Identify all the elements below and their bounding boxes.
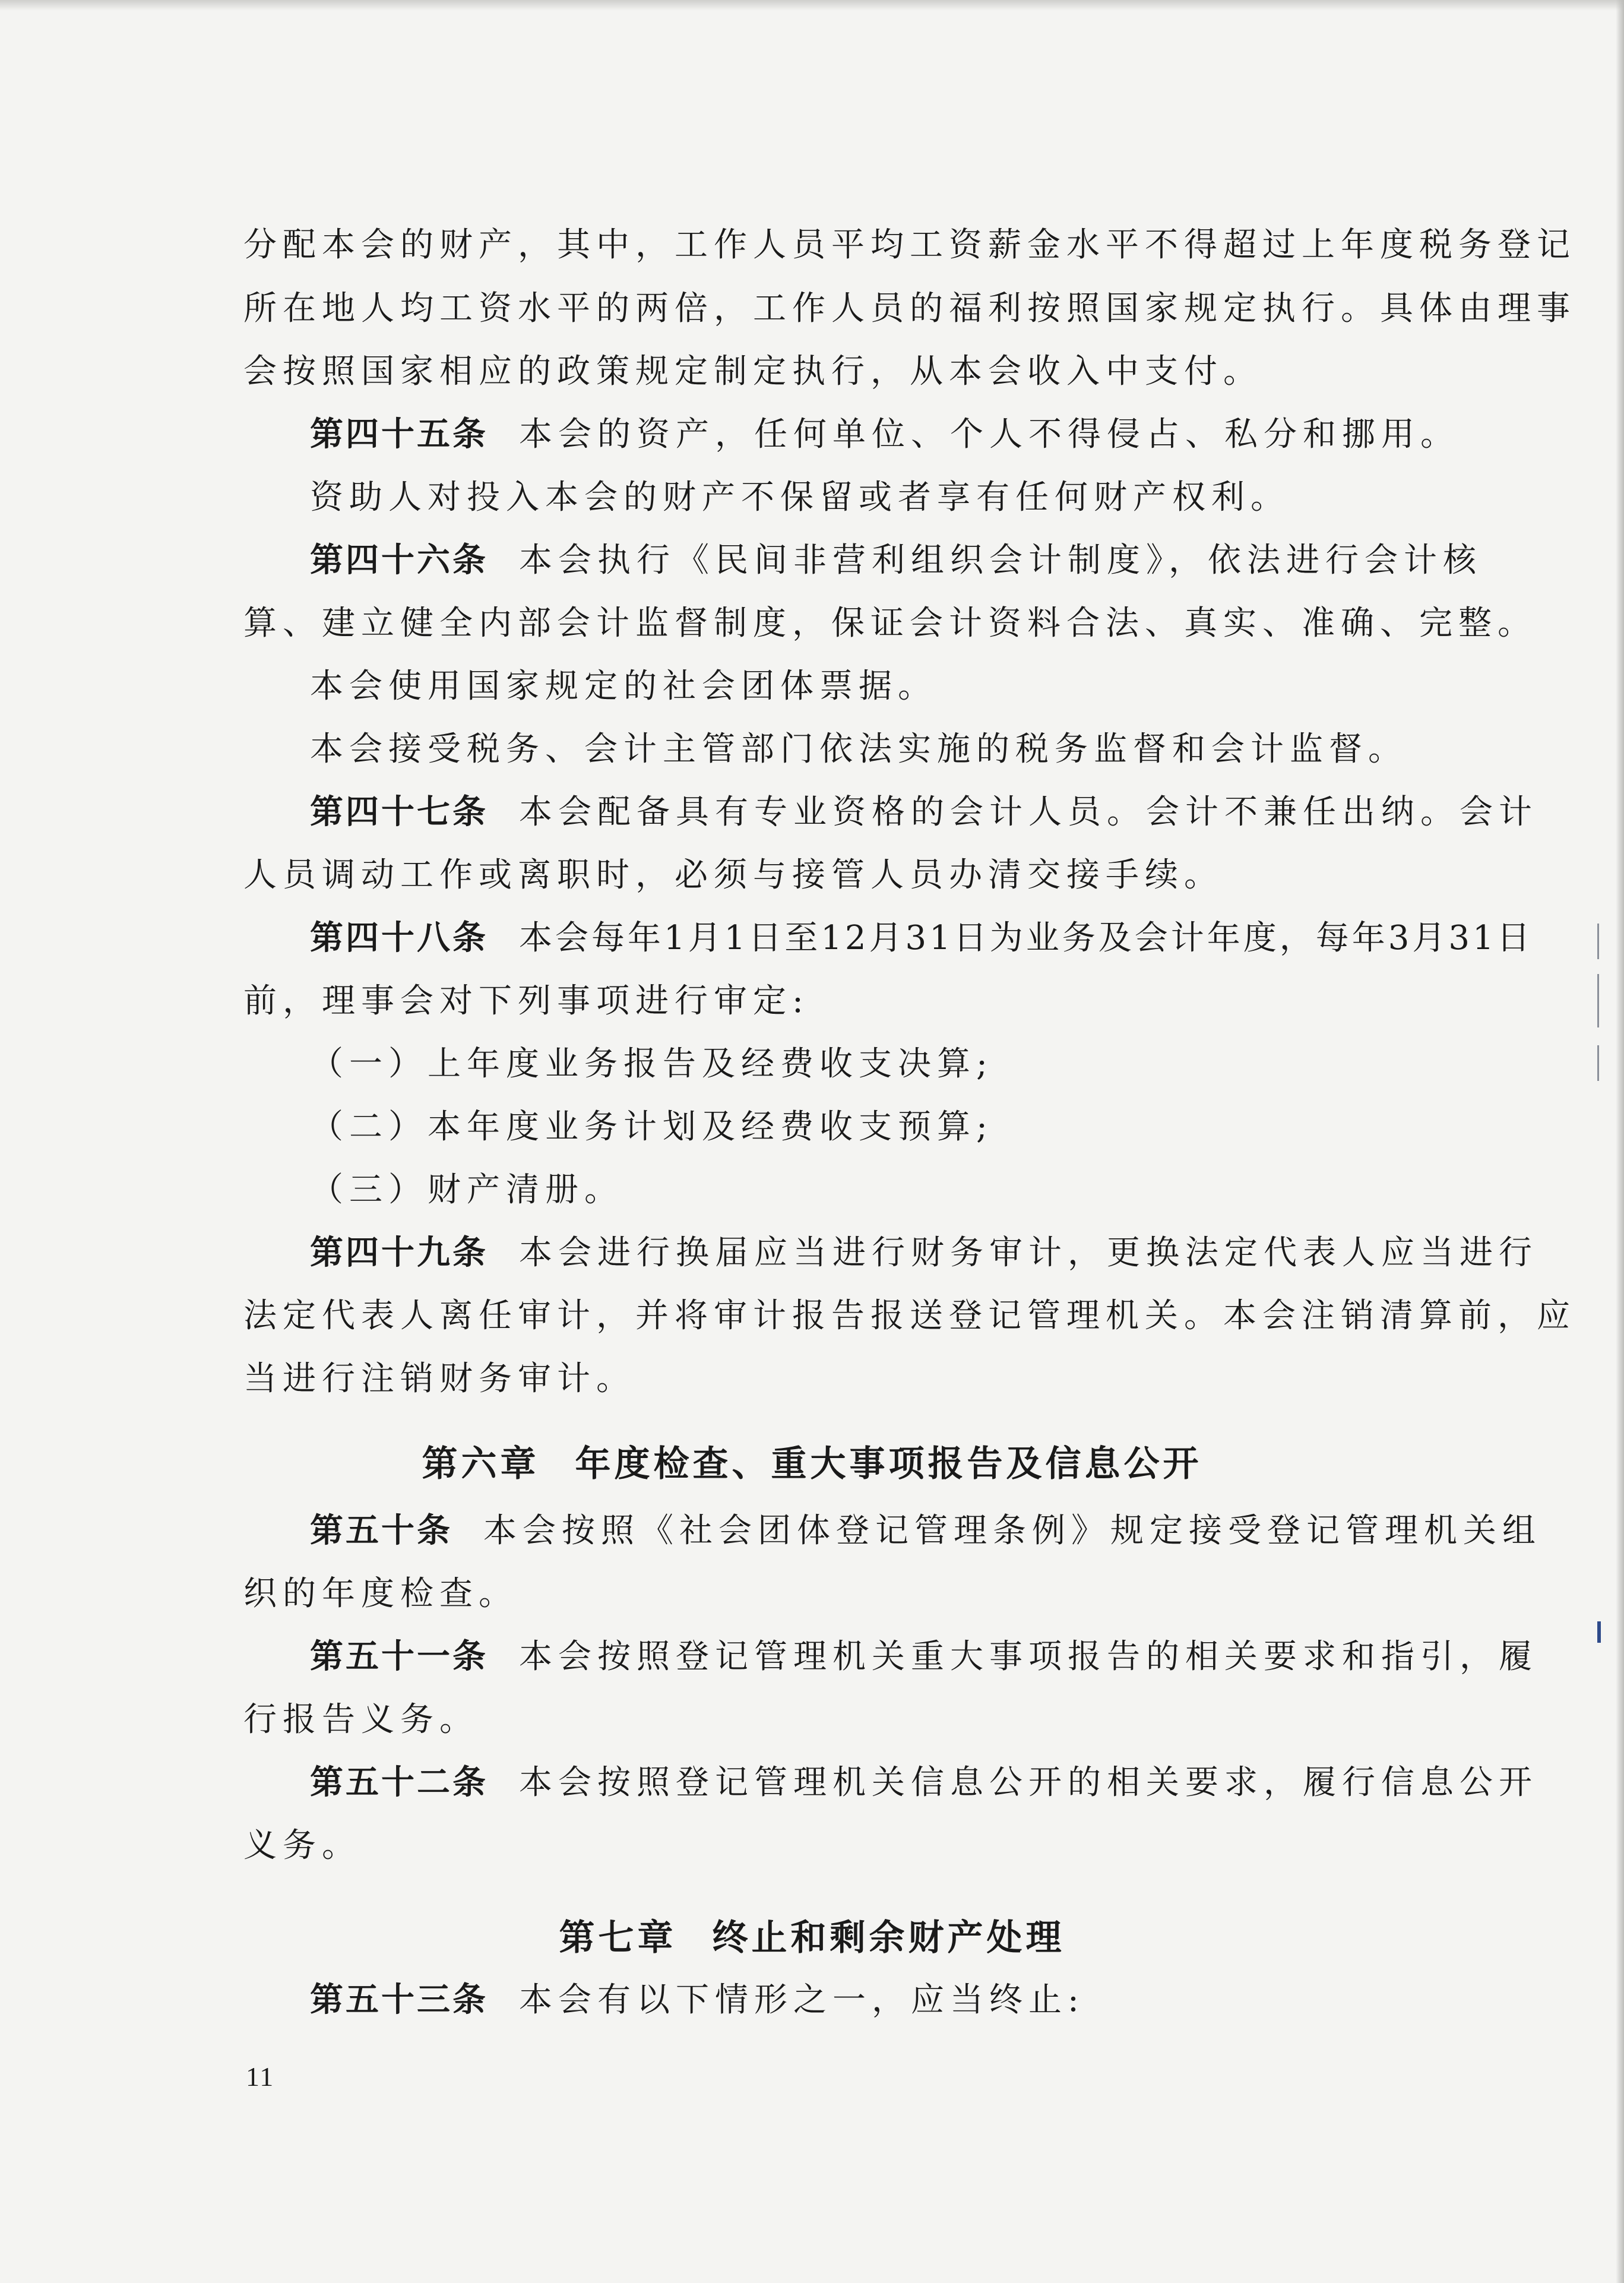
scan-top-edge bbox=[0, 0, 1624, 11]
article-48 bbox=[310, 919, 1533, 957]
paragraph-line bbox=[243, 605, 1537, 643]
article-number: 第四十六条 bbox=[310, 541, 488, 580]
line-text: （二）本年度业务计划及经费收支预算; bbox=[310, 1108, 993, 1146]
line-text: 本会有以下情形之一，应当终止: bbox=[519, 1981, 1085, 2019]
paragraph-line bbox=[243, 1701, 479, 1739]
line-text: 算、建立健全内部会计监督制度，保证会计资料合法、真实、准确、完整。 bbox=[243, 604, 1537, 643]
line-text: 会按照国家相应的政策规定制定执行，从本会收入中支付。 bbox=[243, 352, 1262, 391]
line-text: 行报告义务。 bbox=[243, 1700, 479, 1739]
page-number: 11 bbox=[246, 2061, 275, 2092]
chapter-number: 第七章 bbox=[559, 1917, 677, 1959]
line-text: 法定代表人离任审计，并将审计报告报送登记管理机关。本会注销清算前，应 bbox=[243, 1297, 1576, 1335]
paragraph-line bbox=[243, 290, 1576, 328]
paragraph-line bbox=[310, 479, 1290, 517]
scan-mark bbox=[1597, 974, 1599, 1027]
article-number: 第四十八条 bbox=[310, 919, 488, 957]
article-number: 第五十条 bbox=[310, 1512, 452, 1550]
article-49 bbox=[310, 1234, 1538, 1272]
paragraph-line bbox=[243, 353, 1262, 391]
line-text: 本会按照登记管理机关重大事项报告的相关要求和指引，履 bbox=[519, 1637, 1538, 1676]
article-number: 第四十九条 bbox=[310, 1234, 488, 1272]
line-text: 当进行注销财务审计。 bbox=[243, 1359, 635, 1398]
article-number: 第五十三条 bbox=[310, 1981, 488, 2019]
line-text: 本会配备具有专业资格的会计人员。会计不兼任出纳。会计 bbox=[519, 793, 1538, 831]
article-45 bbox=[310, 416, 1460, 454]
article-52 bbox=[310, 1764, 1538, 1802]
line-text: （三）财产清册。 bbox=[310, 1171, 623, 1209]
line-text: 织的年度检查。 bbox=[243, 1574, 518, 1613]
paragraph-line bbox=[243, 982, 809, 1020]
line-text: 义务。 bbox=[243, 1826, 361, 1865]
paragraph-line bbox=[243, 1360, 635, 1398]
scan-mark bbox=[1597, 1621, 1601, 1643]
line-text: 前，理事会对下列事项进行审定: bbox=[243, 982, 809, 1020]
article-47 bbox=[310, 793, 1538, 831]
paragraph-line bbox=[243, 856, 1223, 894]
paragraph-line bbox=[243, 226, 1576, 264]
line-text: 资助人对投入本会的财产不保留或者享有任何财产权利。 bbox=[310, 478, 1290, 517]
article-number: 第五十二条 bbox=[310, 1763, 488, 1802]
paragraph-line bbox=[243, 1575, 518, 1613]
paragraph-line bbox=[310, 731, 1407, 769]
line-text: 本会按照登记管理机关信息公开的相关要求，履行信息公开 bbox=[519, 1763, 1538, 1802]
line-text: 本会执行《民间非营利组织会计制度》，依法进行会计核 bbox=[519, 541, 1482, 580]
article-number: 第四十七条 bbox=[310, 793, 488, 831]
line-text: 分配本会的财产，其中，工作人员平均工资薪金水平不得超过上年度税务登记 bbox=[243, 226, 1576, 264]
line-text: 本会进行换届应当进行财务审计，更换法定代表人应当进行 bbox=[519, 1234, 1538, 1272]
line-text: 本会每年1月1日至12月31日为业务及会计年度，每年3月31日 bbox=[519, 919, 1533, 957]
chapter-title: 终止和剩余财产处理 bbox=[712, 1917, 1065, 1959]
chapter-heading bbox=[0, 1917, 1624, 1959]
scan-mark bbox=[1597, 924, 1599, 959]
chapter-number: 第六章 bbox=[422, 1443, 540, 1485]
line-text: 本会的资产，任何单位、个人不得侵占、私分和挪用。 bbox=[519, 415, 1460, 454]
article-50 bbox=[310, 1512, 1541, 1550]
list-item bbox=[310, 1108, 993, 1146]
article-46 bbox=[310, 542, 1482, 580]
article-51 bbox=[310, 1638, 1538, 1676]
paragraph-line bbox=[310, 668, 937, 706]
line-text: 本会接受税务、会计主管部门依法实施的税务监督和会计监督。 bbox=[310, 730, 1407, 769]
line-text: （一）上年度业务报告及经费收支决算; bbox=[310, 1045, 993, 1083]
list-item bbox=[310, 1171, 623, 1209]
line-text: 本会按照《社会团体登记管理条例》规定接受登记管理机关组 bbox=[483, 1512, 1541, 1550]
scan-mark bbox=[1597, 1045, 1599, 1081]
line-text: 本会使用国家规定的社会团体票据。 bbox=[310, 667, 937, 706]
article-number: 第四十五条 bbox=[310, 415, 488, 454]
chapter-title: 年度检查、重大事项报告及信息公开 bbox=[575, 1443, 1202, 1485]
article-53 bbox=[310, 1981, 1085, 2019]
paragraph-line bbox=[243, 1297, 1576, 1335]
article-number: 第五十一条 bbox=[310, 1637, 488, 1676]
chapter-heading bbox=[0, 1443, 1624, 1485]
line-text: 人员调动工作或离职时，必须与接管人员办清交接手续。 bbox=[243, 856, 1223, 894]
line-text: 所在地人均工资水平的两倍，工作人员的福利按照国家规定执行。具体由理事 bbox=[243, 289, 1576, 328]
paragraph-line bbox=[243, 1827, 361, 1865]
list-item bbox=[310, 1045, 993, 1083]
